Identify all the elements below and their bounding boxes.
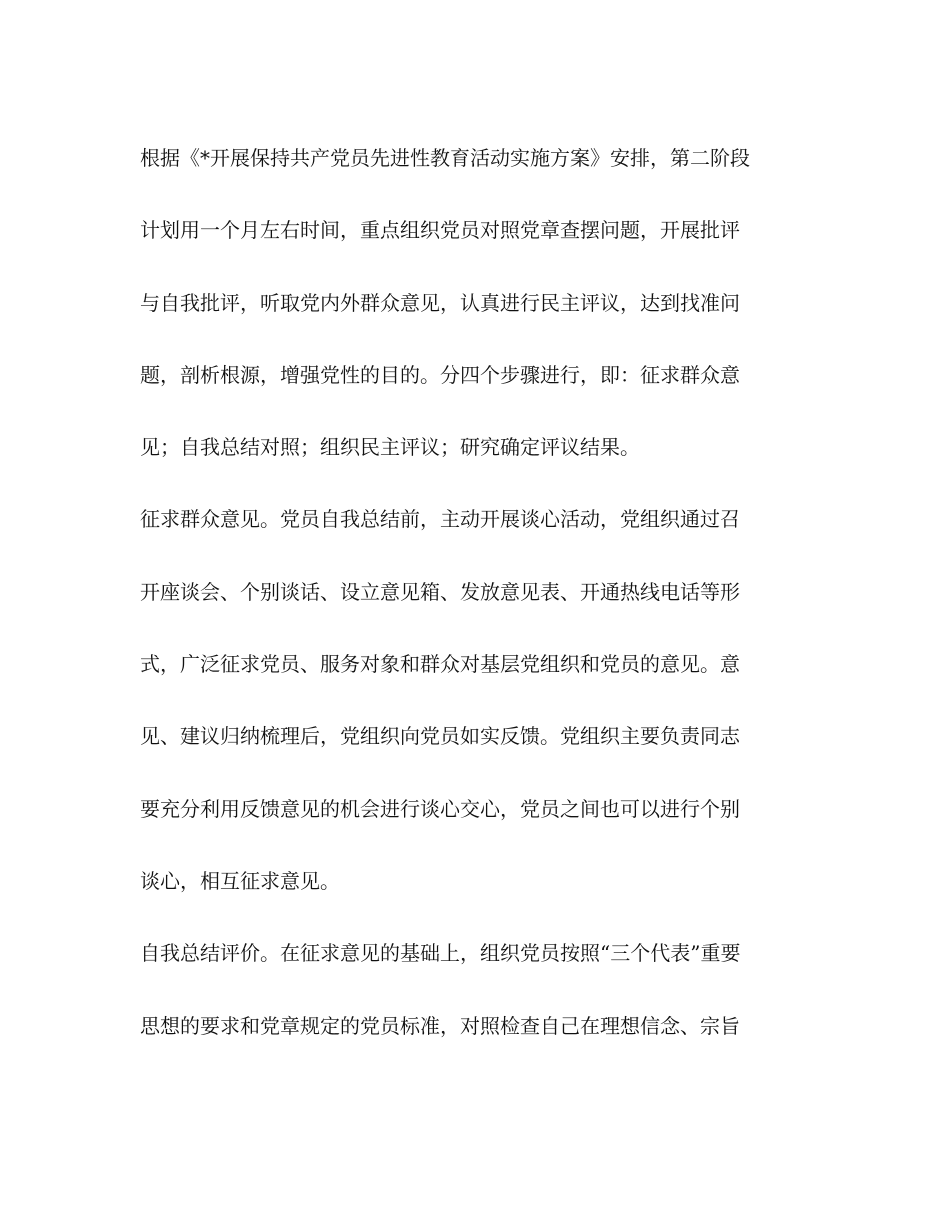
document-body [140, 136, 820, 1076]
text-line: 谈心，相互征求意见。 [140, 868, 340, 893]
text-line: 征求群众意见。党员自我总结前，主动开展谈心活动，党组织通过召 [140, 507, 740, 532]
text-line: 自我总结评价。在征求意见的基础上，组织党员按照“三个代表”重要 [140, 941, 741, 966]
text-line: 根据《*开展保持共产党员先进性教育活动实施方案》安排，第二阶段 [140, 146, 750, 170]
text-line: 题，剖析根源，增强党性的目的。分四个步骤进行，即：征求群众意 [140, 362, 740, 387]
paragraph-self-evaluation [140, 931, 820, 1076]
text-line: 与自我批评，听取党内外群众意见，认真进行民主评议，达到找准问 [140, 290, 740, 315]
text-line: 思想的要求和党章规定的党员标准，对照检查自己在理想信念、宗旨 [140, 1013, 740, 1038]
text-line: 开座谈会、个别谈话、设立意见箱、发放意见表、开通热线电话等形 [140, 579, 740, 604]
text-line: 见；自我总结对照；组织民主评议；研究确定评议结果。 [140, 435, 640, 460]
text-line: 计划用一个月左右时间，重点组织党员对照党章查摆问题，开展批评 [140, 218, 740, 243]
paragraph-solicit-opinions [140, 497, 820, 931]
text-line: 见、建议归纳梳理后，党组织向党员如实反馈。党组织主要负责同志 [140, 724, 740, 749]
text-line: 要充分利用反馈意见的机会进行谈心交心，党员之间也可以进行个别 [140, 796, 740, 821]
paragraph-intro [140, 136, 820, 497]
text-line: 式，广泛征求党员、服务对象和群众对基层党组织和党员的意见。意 [140, 652, 740, 677]
